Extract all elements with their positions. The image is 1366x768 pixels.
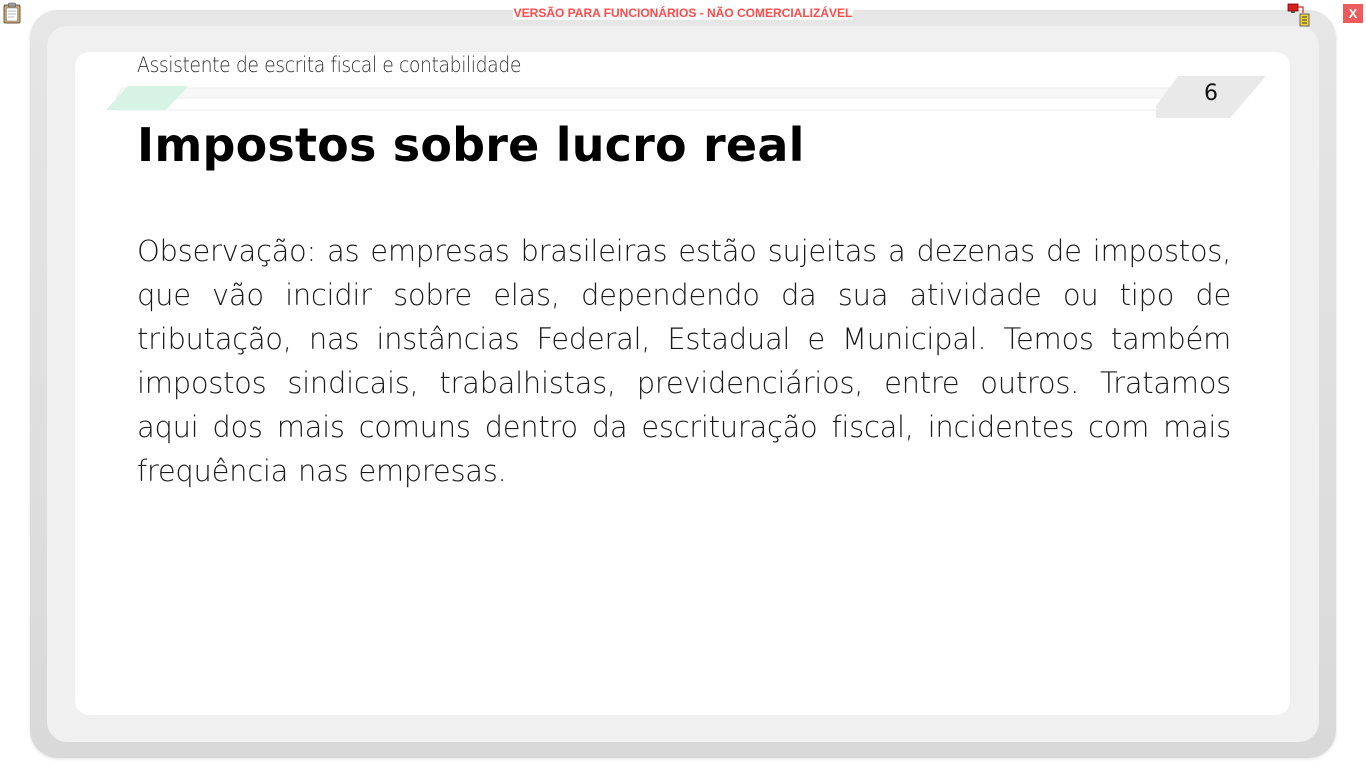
network-status-icon[interactable] <box>1287 3 1313 27</box>
header-ribbon <box>100 76 1270 122</box>
watermark-text: VERSÃO PARA FUNCIONÁRIOS - NÃO COMERCIALIZÁVEL <box>513 6 853 20</box>
course-header: Assistente de escrita fiscal e contabilidade <box>137 53 522 77</box>
clipboard-icon[interactable] <box>2 2 22 24</box>
page-number: 6 <box>1204 81 1218 106</box>
slide-body-text: Observação: as empresas brasileiras estão sujeitas a dezenas de impostos, que vão incidir sobre elas, dependendo da sua atividade ou tipo de tributação, nas instâncias Federal, Estadual e Municipal. Temos também impostos sindicais, trabalhistas, previdenciários, entre outros. Tratamos aqui dos mais comuns dentro da escrituração fiscal, incidentes com mais frequência nas empresas. <box>137 234 1231 488</box>
close-button[interactable]: X <box>1343 4 1363 23</box>
slide-title: Impostos sobre lucro real <box>137 118 805 172</box>
